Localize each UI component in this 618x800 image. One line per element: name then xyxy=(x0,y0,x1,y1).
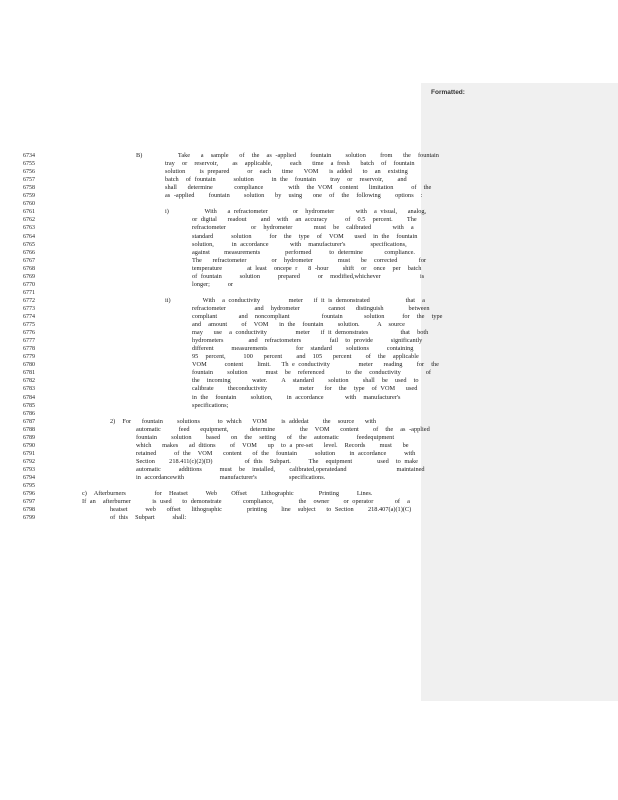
line-number: 6778 xyxy=(23,346,35,353)
document-line xyxy=(0,256,427,265)
document-line xyxy=(0,482,420,490)
line-number: 6799 xyxy=(23,515,35,522)
line-text: 2) For fountain solutions to which VOM is addedat the source with xyxy=(110,417,377,425)
line-number: 6791 xyxy=(23,450,35,457)
line-number: 6776 xyxy=(23,330,35,337)
document-line xyxy=(0,216,420,224)
line-number: 6781 xyxy=(23,370,35,377)
line-text: automatic additions must be installed, calibrated,operatedand maintained xyxy=(136,465,425,473)
line-text: fountain solution based on the setting of the automatic feedequipment xyxy=(136,433,395,441)
document-line xyxy=(0,233,420,241)
line-number: 6768 xyxy=(23,265,35,272)
line-number: 6757 xyxy=(23,177,35,184)
document-line xyxy=(0,442,420,450)
line-number: 6771 xyxy=(23,289,35,296)
line-number: 6777 xyxy=(23,338,35,345)
document-line xyxy=(0,313,443,321)
document-line xyxy=(0,281,420,289)
line-number: 6793 xyxy=(23,466,35,473)
document-line xyxy=(0,410,420,418)
line-text: of fountain solution prepared or modified,whichever is xyxy=(192,272,425,280)
line-number: 6763 xyxy=(23,225,35,232)
line-number: 6789 xyxy=(23,434,35,441)
document-line xyxy=(0,450,420,458)
document-line xyxy=(0,152,439,160)
line-text: the incoming water. A standard solution shall be used to xyxy=(192,377,419,385)
document-line xyxy=(0,434,420,442)
line-number: 6786 xyxy=(23,410,35,417)
document-line xyxy=(0,369,431,377)
document-line xyxy=(0,394,420,402)
line-number: 6734 xyxy=(23,153,35,159)
line-text: ii) With a conductivity meter if it is demonstrated that a xyxy=(165,296,425,304)
line-number: 6779 xyxy=(23,354,35,361)
line-number: 6764 xyxy=(23,233,35,240)
line-number: 6758 xyxy=(23,185,35,192)
line-text: shall determine compliance with the VOM content limitation of the xyxy=(165,184,432,192)
document-line xyxy=(0,361,439,369)
line-number: 6762 xyxy=(23,217,35,224)
document-line xyxy=(0,425,430,434)
document-line xyxy=(0,321,420,329)
line-number: 6784 xyxy=(23,394,35,401)
document-line xyxy=(0,272,425,281)
line-number: 6766 xyxy=(23,249,35,256)
line-text: may use a conductivity meter if it demonstrates that both xyxy=(192,329,429,337)
document-line xyxy=(0,498,420,506)
document-line xyxy=(0,337,423,345)
line-text: temperature at least oncepe r 8 -hour shift or once per batch xyxy=(192,264,422,272)
document-line xyxy=(0,402,420,410)
line-number: 6797 xyxy=(23,499,35,506)
line-number: 6772 xyxy=(23,297,35,304)
line-number: 6759 xyxy=(23,193,35,200)
comment-pane xyxy=(421,83,618,701)
line-text: hydrometers and refractometers fail to provide significantly xyxy=(192,337,423,345)
line-text: longer; or xyxy=(192,280,233,288)
line-text: refractometer and hydrometer cannot distinguish between xyxy=(192,304,430,312)
line-number: 6788 xyxy=(23,426,35,433)
line-text: against measurements performed to determine compliance. xyxy=(192,248,415,256)
line-text: heatset web offset lithographic printing line subject to Section 218.407(a)(1)(C) xyxy=(110,506,412,514)
line-text: batch of fountain solution in the fountain tray or reservoir, and xyxy=(165,176,407,184)
document-line xyxy=(0,208,427,216)
document-line xyxy=(0,458,420,466)
line-text: 95 percent, 100 percent and 105 percent of the applicable xyxy=(192,353,419,361)
line-text: in accordancewith manufacturer's specifications. xyxy=(136,474,326,481)
line-text: in the fountain solution, in accordance with manufacturer's xyxy=(192,393,401,401)
line-text: Section 218.411(c)(2)(D) of this Subpart. The equipment used to make xyxy=(136,457,418,465)
line-number: 6756 xyxy=(23,169,35,176)
document-line xyxy=(0,289,420,297)
document-line xyxy=(0,249,420,257)
document-line xyxy=(0,353,420,361)
document-line xyxy=(0,200,420,208)
line-number: 6774 xyxy=(23,314,35,320)
line-number: 6794 xyxy=(23,475,35,481)
line-text: The refractometer or hydrometer must be corrected for xyxy=(192,256,427,264)
line-text: and amount of VOM in the fountain solution. A source xyxy=(192,321,405,329)
document-line xyxy=(0,265,420,273)
line-text: solution, in accordance with manufacturer's specifications, xyxy=(192,240,407,248)
line-number: 6755 xyxy=(23,161,35,168)
line-text: of this Subpart shall: xyxy=(110,514,187,522)
line-text: different measurements for standard solutions containing xyxy=(192,345,414,353)
document-line xyxy=(0,296,425,305)
line-number: 6798 xyxy=(23,507,35,514)
line-number: 6760 xyxy=(23,201,35,208)
line-text: automatic feed equipment, determine the VOM content of the as -applied xyxy=(136,425,430,433)
document-line xyxy=(0,160,420,168)
document-line xyxy=(0,490,420,498)
document-line xyxy=(0,224,420,232)
document-line xyxy=(0,385,420,393)
document-line xyxy=(0,168,420,176)
document-line xyxy=(0,514,420,522)
line-number: 6770 xyxy=(23,281,35,288)
document-line xyxy=(0,345,420,353)
document-line xyxy=(0,377,420,385)
line-text: refractometer or hydrometer must be calibrated with a xyxy=(192,224,414,232)
line-text: standard solution for the type of VOM used in the fountain xyxy=(192,232,418,240)
document-line xyxy=(0,304,430,313)
line-number: 6761 xyxy=(23,209,35,216)
line-text: If an afterburner is used to demonstrate compliance, the owner or operator of a xyxy=(82,498,410,506)
line-text: or digital readout and with an accuracy of 0.5 percent. The xyxy=(192,216,417,224)
line-number: 6785 xyxy=(23,402,35,409)
line-number: 6790 xyxy=(23,442,35,449)
document-line xyxy=(0,465,425,474)
line-text: which makes ad ditions of VOM up to a pre-set level. Records must be xyxy=(136,441,409,449)
document-line xyxy=(0,184,432,192)
line-number: 6796 xyxy=(23,491,35,498)
line-number: 6773 xyxy=(23,305,35,312)
line-number: 6767 xyxy=(23,257,35,264)
document-line xyxy=(0,474,420,482)
line-text: solution is prepared or each time VOM is added to an existing xyxy=(165,168,408,176)
line-text: tray or reservoir, as applicable, each time a fresh batch of fountain xyxy=(165,160,415,168)
line-text: B) Take a sample of the as -applied fountain solution from the fountain xyxy=(136,152,439,159)
line-number: 6765 xyxy=(23,241,35,248)
line-text: c) Afterburners for Heatset Web Offset Lithographic Printing Lines. xyxy=(82,490,373,498)
document-line xyxy=(0,241,420,249)
document-line xyxy=(0,418,420,426)
line-number: 6775 xyxy=(23,322,35,329)
document-line xyxy=(0,176,420,184)
line-text: fountain solution must be referenced to the conductivity of xyxy=(192,369,431,377)
line-text: VOM content limit. Th e conductivity meter reading for the xyxy=(192,361,439,369)
line-number: 6782 xyxy=(23,378,35,385)
line-text: specifications; xyxy=(192,401,229,409)
line-number: 6780 xyxy=(23,362,35,369)
document-line xyxy=(0,329,429,337)
comment-pane-title: Formatted: xyxy=(431,89,465,96)
line-text: compliant and noncompliant fountain solution for the type xyxy=(192,313,443,320)
document-line xyxy=(0,506,420,514)
line-number: 6795 xyxy=(23,483,35,490)
line-number: 6769 xyxy=(23,273,35,280)
line-number: 6783 xyxy=(23,386,35,393)
document-line xyxy=(0,192,423,200)
line-text: retained of the VOM content of the fountain solution in accordance with xyxy=(136,449,416,457)
line-number: 6792 xyxy=(23,458,35,465)
line-text: as -applied fountain solution by using one of the following options : xyxy=(165,192,423,200)
line-text: i) With a refractometer or hydrometer with a visual, analog, xyxy=(165,208,427,216)
line-text: calibrate theconductivity meter for the type of VOM used xyxy=(192,385,418,393)
line-number: 6787 xyxy=(23,418,35,425)
